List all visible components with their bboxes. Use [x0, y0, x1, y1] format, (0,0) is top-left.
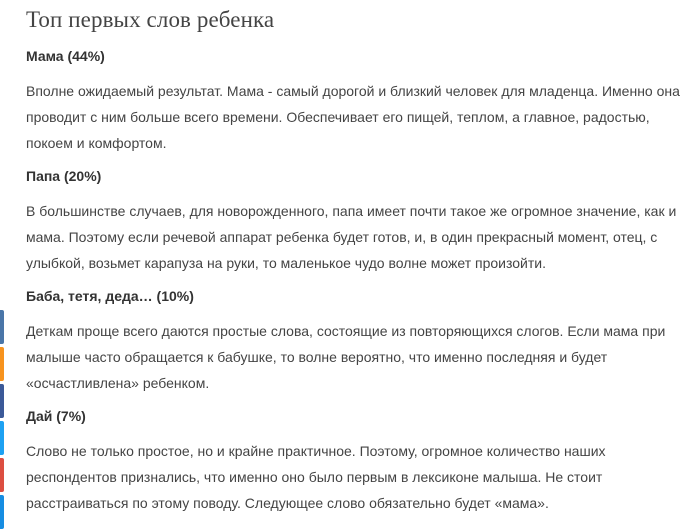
section-dai [26, 406, 694, 516]
vk-icon[interactable] [0, 310, 4, 344]
article [26, 6, 694, 516]
google-plus-icon[interactable] [0, 458, 4, 492]
section-heading: Папа (20%) [26, 168, 102, 184]
section-heading: Баба, тетя, деда… (10%) [26, 288, 194, 304]
section-papa [26, 166, 694, 276]
facebook-icon[interactable] [0, 384, 4, 418]
section-mama [26, 46, 694, 156]
article-title: Топ первых слов ребенка [26, 7, 275, 32]
section-text: Деткам проще всего даются простые слова, состоящие из повторяющихся слогов. Если мама при малыше часто обращается к бабушке, то волне вероятно, что именно последняя и будет «осчастливлена» ребенком. [26, 323, 666, 391]
section-heading: Мама (44%) [26, 48, 105, 64]
mail-ru-icon[interactable] [0, 495, 4, 529]
section-heading: Дай (7%) [26, 408, 86, 424]
ok-icon[interactable] [0, 347, 4, 381]
twitter-icon[interactable] [0, 421, 4, 455]
section-text: Слово не только простое, но и крайне практичное. Поэтому, огромное количество наших респондентов признались, что именно оно было первым в лексиконе малыша. Не стоит расстраиваться по этому поводу. Следующее слово обязательно будет «мама». [26, 443, 606, 511]
section-baba [26, 286, 694, 396]
section-text: В большинстве случаев, для новорожденного, папа имеет почти такое же огромное значение, как и мама. Поэтому если речевой аппарат ребенка будет готов, и, в один прекрасный момент, отец, с улыбкой, возьмет карапуза на руки, то маленькое чудо волне может произойти. [26, 203, 677, 271]
section-text: Вполне ожидаемый результат. Мама - самый дорогой и близкий человек для младенца. Именно она проводит с ним больше всего времени. Обеспечивает его пищей, теплом, а главное, радостью, покоем и комфортом. [26, 83, 680, 151]
social-share-bar [0, 310, 4, 532]
